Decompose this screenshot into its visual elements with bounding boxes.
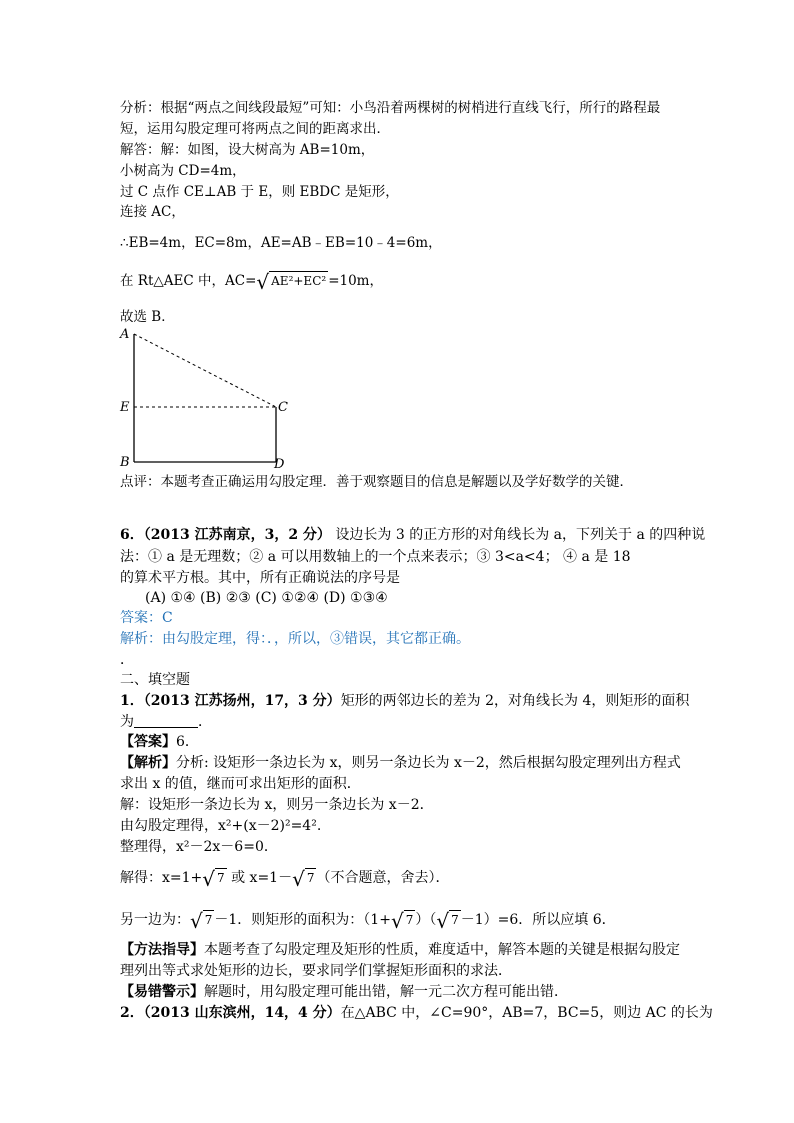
- sol5-analysis-line2: 短，运用勾股定理可将两点之间的距离求出．: [120, 121, 390, 137]
- q6-options: (A) ①④ (B) ②③ (C) ①②④ (D) ①③④: [145, 590, 388, 606]
- sol5-comment: 点评：本题考查正确运用勾股定理．善于观察题目的信息是解题以及学好数学的关键．: [120, 474, 633, 490]
- s2q1-step4: [120, 867, 450, 891]
- segment-ac-dashed: [134, 334, 276, 407]
- step5-d: －1）=6．所以应填 6．: [460, 912, 616, 928]
- step4-c: （不合题意，舍去）．: [316, 870, 450, 886]
- method-guide-text1: 本题考查了勾股定理及矩形的性质，难度适中，解答本题的关键是根据勾股定: [204, 942, 680, 958]
- step5-a: 另一边为：: [120, 912, 190, 928]
- answer-tag: 【答案】: [120, 734, 176, 750]
- q6-line2: 法：① a 是无理数；② a 可以用数轴上的一个点来表示；③ 3<a<4； ④ a 是 18: [120, 549, 631, 565]
- s2q1-step5: [120, 909, 616, 933]
- label-c: C: [278, 400, 288, 415]
- sqrt-expression: √ AE²+EC²: [256, 270, 327, 294]
- step5-c: ）（: [415, 912, 437, 928]
- step5-b: －1．则矩形的面积为：（1+: [214, 912, 391, 928]
- q6-dot: ．: [120, 652, 134, 668]
- section2-title: 二、填空题: [120, 672, 190, 688]
- q6-analysis: [120, 630, 470, 648]
- s2q1-step2: 由勾股定理得，x²+(x－2)²=4².: [120, 818, 322, 834]
- radicand: 7: [215, 868, 227, 887]
- q6-line3: 的算术平方根。其中，所有正确说法的序号是: [120, 570, 400, 586]
- sol5-ac-suffix: =10m，: [328, 273, 383, 289]
- sol5-answer-line5: ∴EB=4m，EC=8m，AE=AB﹣EB=10﹣4=6m，: [120, 235, 442, 251]
- s2q1-text1: 矩形的两邻边长的差为 2，对角线长为 4，则矩形的面积: [340, 693, 690, 709]
- s2q1-line2: [120, 713, 212, 731]
- radicand: 7: [305, 868, 317, 887]
- sqrt-7: √ 7: [292, 867, 315, 891]
- error-warning-text: 解题时，用勾股定理可能出错，解一元二次方程可能出错．: [204, 984, 568, 1000]
- geometry-figure: [116, 322, 296, 472]
- q6-line1: [120, 526, 705, 544]
- q6-answer: 答案：C: [120, 610, 173, 626]
- sqrt-7: √ 7: [190, 909, 213, 933]
- s2q1-step3: 整理得，x²－2x－6=0．: [120, 839, 278, 855]
- method-guide-tag: 【方法指导】: [120, 942, 204, 958]
- label-e: E: [120, 400, 130, 415]
- analysis-text1: 分析: 设矩形一条边长为 x，则另一条边长为 x－2，然后根据勾股定理列出方程式: [176, 755, 681, 771]
- radicand: 7: [203, 910, 215, 929]
- sqrt-7: √ 7: [202, 867, 225, 891]
- answer-blank: [134, 714, 198, 728]
- label-d: D: [274, 457, 285, 472]
- sqrt-7: √ 7: [436, 909, 459, 933]
- q6-head: 6．（2013 江苏南京，3，2 分）: [120, 527, 331, 543]
- s2q1-text2: 为: [120, 714, 134, 730]
- sol5-answer-line6: [120, 270, 383, 294]
- label-b: B: [120, 455, 130, 470]
- s2q1-text2-end: ．: [198, 714, 212, 730]
- method-guide-line1: [120, 941, 680, 959]
- radicand: 7: [404, 910, 416, 929]
- s2q1-line1: [120, 692, 689, 710]
- s2q2-line1: [120, 1004, 713, 1022]
- step4-a: 解得：x=1+: [120, 870, 203, 886]
- sol5-answer-line2: 小树高为 CD=4m，: [120, 163, 246, 179]
- sol5-answer-line1: 解答：解：如图，设大树高为 AB=10m，: [120, 142, 375, 158]
- error-warning-tag: 【易错警示】: [120, 984, 204, 1000]
- s2q1-head: 1．（2013 江苏扬州，17，3 分）: [120, 693, 341, 709]
- s2q1-analysis-line2: 求出 x 的值，继而可求出矩形的面积．: [120, 776, 361, 792]
- sqrt-7: √ 7: [390, 909, 414, 933]
- q6-text1: 设边长为 3 的正方形的对角线长为 a，下列关于 a 的四种说: [335, 527, 706, 543]
- method-guide-line2: 理列出等式求处矩形的边长，要求同学们掌握矩形面积的求法．: [120, 963, 512, 979]
- step4-b: 或 x=1－: [226, 870, 293, 886]
- s2q2-text1: 在△ABC 中，∠C=90°，AB=7，BC=5，则边 AC 的长为: [340, 1005, 713, 1021]
- sqrt-radicand: AE²+EC²: [269, 271, 328, 290]
- sol5-analysis-line1: 分析：根据“两点之间线段最短”可知：小鸟沿着两棵树的树梢进行直线飞行，所行的路程最: [120, 100, 661, 116]
- label-a: A: [120, 327, 130, 342]
- sol5-ac-prefix: 在 Rt△AEC 中，AC=: [120, 273, 257, 289]
- s2q1-answer: [120, 733, 199, 751]
- sol5-choice: 故选 B．: [120, 309, 175, 325]
- sol5-answer-line4: 连接 AC，: [120, 204, 185, 220]
- s2q2-head: 2．（2013 山东滨州，14，4 分）: [120, 1005, 341, 1021]
- sol5-answer-line3: 过 C 点作 CE⊥AB 于 E，则 EBDC 是矩形，: [120, 184, 399, 200]
- radicand: 7: [449, 910, 461, 929]
- s2q1-analysis-line1: [120, 754, 681, 772]
- s2q1-step1: 解：设矩形一条边长为 x，则另一条边长为 x－2．: [120, 797, 434, 813]
- q6-analysis-text: 解析：由勾股定理，得：．，所以，③错误，其它都正确。: [120, 631, 470, 647]
- analysis-tag: 【解析】: [120, 755, 176, 771]
- answer-value: 6．: [176, 734, 199, 750]
- error-warning: [120, 983, 568, 1001]
